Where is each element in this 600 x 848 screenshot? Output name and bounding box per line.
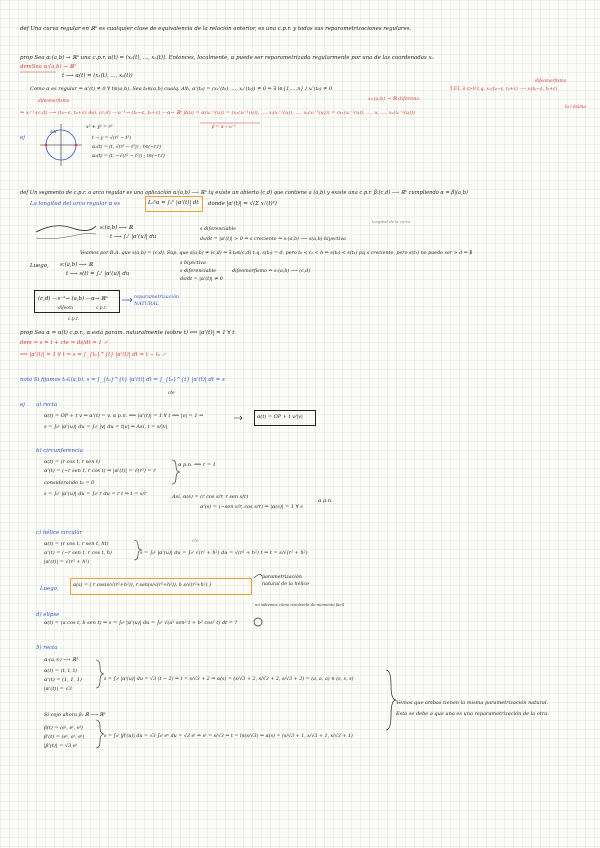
cpr-label-2: c.p.r. <box>68 317 79 322</box>
recta2-s: s = ∫₂ᵗ |α'(u)| du = √3 (t − 2) ⇒ t = s/√3 + 2 ⇒ α(s) = (s/√3 + 2, s/√3 + 2, s/√3 + 2) = (a, a, a) ∈ (s, s, s) <box>104 677 354 682</box>
helice-s: s = ∫₀ᵗ |α'(u)| du = ∫₀ᵗ √(r² + h²) du = √(r² + h²) t ⇒ t = s/√(r² + h²) <box>140 550 308 556</box>
dem-backward: ⟸ |α'(t)| = 1 ∀ t ⇒ s = ∫_{t₀}^{t} |α'(t)| dt = t − t₀ ✓ <box>20 352 167 358</box>
helice-nota-natural: parametrización natural de la hélice <box>262 575 310 587</box>
definition-curva-regular: def Una curva regular en ℝⁿ es cualquier clase de equivalencia de la relación anterior, es una c.p.r. y todas sus reparametrizaciones regulares. <box>20 26 412 32</box>
lower-semicircle: α₂(t) = (t, −√(r² − t²)) ; t∈(−r,r) <box>92 154 165 159</box>
beta-intro: Si cojo ahora β: ℝ ⟶ ℝ³ <box>44 712 106 718</box>
circle-equation: x² + y² = r² <box>86 125 113 130</box>
brace-helice <box>134 540 142 560</box>
brace-beta <box>96 720 104 748</box>
s-diferenciable-2: s diferenciable <box>180 269 216 274</box>
helice-title: c) hélice circular <box>36 530 83 536</box>
definition-arco-regular: def Un segmento de c.p.r. o arco regular es una aplicación α:(a,b) ⟶ ℝⁿ tq existe un abierto (c,d) que contiene a (a,b) y existe una c.p.r. β:(c,d) ⟶ ℝⁿ cumpliendo α = β|(a,b) <box>20 190 468 196</box>
circ-t0: considerando t₀ = 0 <box>44 480 95 486</box>
longitud-de-la-curva: longitud de la curva <box>372 219 411 224</box>
arrow-reparam <box>122 298 132 302</box>
circ-alpha-prime: α'(t) = (−r sen t, r cos t) ⇒ |α'(t)| = √(r²) = r <box>44 468 156 474</box>
helice-luego: Luego, <box>40 586 59 592</box>
circ-asi: Así, α(s) = (r cos s/r, r sen s/r) <box>172 494 249 500</box>
recta-box-formula: α(t) = OP + t v/|v| <box>257 414 303 420</box>
question-circle <box>254 618 262 626</box>
ej-label-2: ej <box>20 402 25 408</box>
circ-alpha: α(t) = (r cos t, r sen t) <box>44 459 101 465</box>
dem-forward: dem ⇒ s = t + cte ⇒ ds/dt = 1 ✓ <box>20 340 109 346</box>
circle-axis-label: sin <box>50 130 57 135</box>
beta-t: β(t) = (eᵗ, eᵗ, eᵗ) <box>44 725 84 731</box>
helice-natural-formula: α(s) = ( r cos(s/√(r²+h²)), r sen(s/√(r²+h²)), h s/√(r²+h²) ) <box>73 583 211 588</box>
helice-alpha-prime: α'(t) = (−r sen t, r cos t, h) <box>44 550 112 556</box>
proposition-reparametrizacion: prop Sea α:(a,b) → ℝⁿ una c.p.r. α(t) = (x₁(t), ..., xₙ(t)). Entonces, localmente, α puede ser reparametrizada regularmente por una de las coordenadas xᵢ. <box>20 55 435 61</box>
longitud-arco-label: La longitud del arco regular α es <box>30 201 121 207</box>
arrow-recta <box>234 416 242 420</box>
alpha-mapping: t ⟶ α(t) = (x₁(t), ..., xₙ(t)) <box>62 73 133 79</box>
recta2-norm: |α'(t)| = √3 <box>44 686 72 692</box>
recta-line-2: s = ∫₀ᵗ |α'(u)| du = ∫₀ᵗ |v| du = t|v| ⇒ Así, t = s/|v| <box>44 424 168 430</box>
s-diferenciable: s diferenciable <box>200 227 236 232</box>
composition-diagram: (c,d) —s⁻¹→ (a,b) —α→ ℝⁿ <box>38 296 108 302</box>
s-difeomorfismo: difeomorfismo ⇒ s:(a,b) ⟶ (c,d) <box>232 269 311 274</box>
s-domain: s:(a,b) ⟶ ℝ <box>100 225 133 231</box>
beta-norm: |β'(t)| = √3 eᵗ <box>44 743 78 749</box>
tfi-note: T.F.I. ∃ ε>0 t.q. xᵢ:(t₀−ε, t₀+ε) ⟶ xᵢ(t₀−ε, t₀+ε) <box>450 87 558 92</box>
circ-alpha-s: α'(s) = (−sen s/r, cos s/r) ⇒ |α(s)| = 1 ∀ s <box>200 504 303 510</box>
circ-pn-2: α p.n. <box>318 498 333 504</box>
xi-diferenciable: xᵢ:(a,b) → ℝ diferenc. <box>368 96 421 102</box>
longitud-formula: Lₐᵇα = ∫ₐᵇ |α'(t)| dt <box>148 200 199 206</box>
beta-prime: β'(t) = (eᵗ, eᵗ, eᵗ) <box>44 734 85 740</box>
s-definition: t ⟶ ∫ₐᵗ |α'(u)| du <box>110 234 157 240</box>
prop-param-natural: prop Sea α = α(t) c.p.r., α está param. naturalmente (sobre t) ⟺ |α'(t)| = 1 ∀ t <box>20 330 235 336</box>
s-creciente: ds/dt = |α'(t)| > 0 ⇒ s creciente ⇒ s:(a,b) ⟶ s(a,b) biyectiva <box>200 237 346 242</box>
i-esima-label: la i-ésima <box>565 105 586 110</box>
upper-semicircle: α₁(t) = (t, √(r² − t²)) ; t∈(−r,r) <box>92 145 161 150</box>
beta-s: s = ∫₀ᵗ |β'(u)| du = √3 ∫₀ᵗ eᵘ du = √3 eᵗ ⇒ eᵗ = s/√3 ⇒ t = ln(s/√3) ⇒ α(s) = (s/√3 + 1, s/√3 + 1, s/√3 + 1) <box>104 734 353 739</box>
helice-alpha: α(t) = (r cos t, r sen t, ht) <box>44 541 109 547</box>
veamos-ra: Veamos por R.A. que s(a,b) = (c,d). Sup. que s(a,b) ≠ (c,d) ⇒ ∃ t₀∈(c,d) t.q. s(t₀) = d, pero t₀ < t₁ < b ⇒ s(t₀) < s(t₁) pq s creciente, pero s(t₁) no puede ser > d ⇒ ∄ <box>80 251 472 256</box>
elipse-formula: α(t) = (a cos t, b sen t) ⇒ s = ∫₀ᵗ |α'(u)| du = ∫₀ᵗ √(a² sen² t + b² cos² t) dt = ? <box>44 620 238 626</box>
circle-sketch <box>40 124 82 166</box>
dem-line: demSea α:(a,b) → ℝⁿ <box>20 64 77 70</box>
elipse-title: d) elipse <box>36 612 60 618</box>
cpr-label: c.p.r. <box>96 306 107 311</box>
circ-s: s = ∫₀ᵗ |α'(u)| du = ∫₀ᵗ r du = r t ⇒ t = s/r <box>44 491 147 497</box>
brace-recta2 <box>96 660 104 688</box>
difeomorfismo-label-top: difeomorfismo <box>535 79 567 84</box>
brace-conclusion <box>386 670 396 730</box>
recta-title: a) recta <box>36 402 58 408</box>
difeom-label: difeom <box>58 306 73 311</box>
circunferencia-title: b) circunferencia <box>36 448 83 454</box>
difeomorfismo-label-left: difeomorfismo <box>38 99 70 104</box>
conclusion-2: Esto se debe a que una es una reparametrización de la otra. <box>396 711 549 717</box>
brace-circ <box>172 460 180 484</box>
recta2-title: 5) recta <box>36 645 58 651</box>
nota-cte: cte <box>168 391 175 396</box>
s-integral: t ⟶ s(t) = ∫ₐᵗ |α'(u)| du <box>66 271 130 277</box>
recta2-alpha-t: α(t) = (t, t, t) <box>44 668 77 674</box>
helice-norm: |α'(t)| = √(r² + h²) <box>44 559 90 565</box>
s-biyectiva: s biyectiva <box>180 261 206 266</box>
arrow-helice-note <box>254 574 262 578</box>
luego-label: Luego, <box>30 263 49 269</box>
nota-line: nota Si fijamos t₀∈(a,b), s = ∫_{t₀}^{t} |α'(t)| dt = ∫_{t₀}^{t} |α'(t)| dt = s <box>20 377 225 383</box>
beta-composition: β = α ∘ xᵢ⁻¹ <box>212 125 236 130</box>
recta2-alpha: α:(a,∞) ⟶ ℝ³ <box>44 657 79 663</box>
inverse-composition: ⇒ xᵢ⁻¹:(c,d) ⟶ (t₀−ε, t₀+ε) Así, (c,d) —xᵢ⁻¹→ (t₀−ε, t₀+ε) —α→ ℝⁿ β(u) = α(xᵢ⁻¹(u)) = (x₁(xᵢ⁻¹(u)), ..., xᵢ(xᵢ⁻¹(u)), ..., xₙ(xᵢ⁻¹(u))) = (x₁(xᵢ⁻¹(u)), ..., u, ..., xₙ(xᵢ⁻¹(u))) <box>20 110 416 116</box>
circle-branch: t → y = √(r² − t²) <box>92 136 131 141</box>
conclusion-1: Vemos que ambas tienen la misma parametrización natural. <box>396 700 549 706</box>
elipse-nota: no sabemos cómo resolverla de momento facil <box>255 602 345 607</box>
circ-pn: α p.n. ⟺ r = 1 <box>178 462 216 468</box>
como-alpha-regular: Como α es regular ⇒ α'(t) ≠ 0 ∀ t∈(a,b). Sea t₀∈(a,b) cualq. A∀ᵢ, α'(t₀) = (x₁'(t₀), ..., xₙ'(t₀)) ≠ 0 ⇒ ∃ i∈{1,...,n} / xᵢ'(t₀) ≠ 0 <box>30 86 333 92</box>
s-map: s:(a,b) ⟶ ℝ <box>60 262 93 268</box>
ej-label-1: ej <box>20 135 25 141</box>
recta2-alpha-prime: α'(t) = (1, 1, 1) <box>44 677 82 683</box>
norma-derivada: donde |α'(t)| = √(Σ xᵢ'(t)²) <box>208 201 277 207</box>
helice-cte: cte <box>192 539 199 544</box>
recta-line-1: α(t) = OP + t v ⇒ α'(t) = v. α p.n. ⟺ |α'(t)| = 1 ∀ t ⟺ |v| = 1 ⇒ <box>44 413 204 419</box>
arc-sketch <box>36 226 96 239</box>
ds-dt-nonzero: ds/dt = |α'(t)| ≠ 0 <box>180 277 223 282</box>
reparam-natural: reparametrización NATURAL <box>134 295 179 307</box>
